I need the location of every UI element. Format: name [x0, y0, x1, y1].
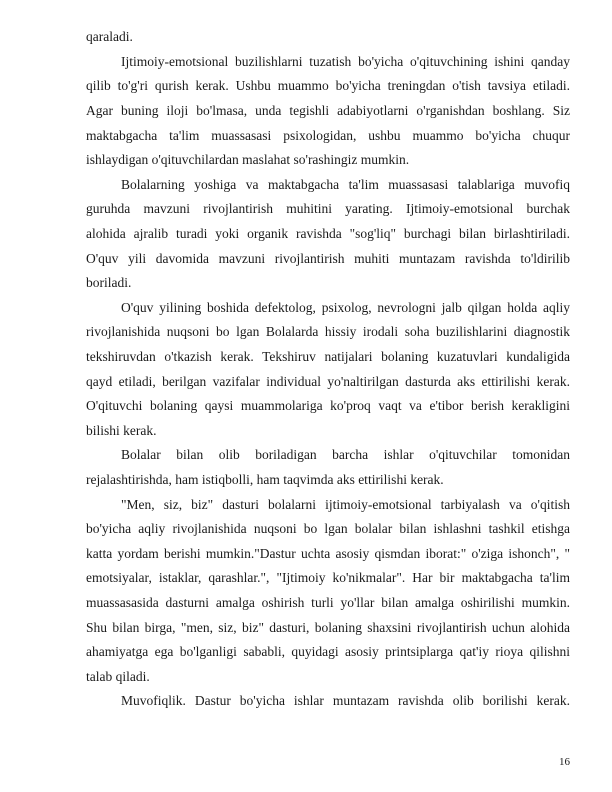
text-line-24: muassasasida dasturni amalga oshirish turli yo'llar bilan amalga oshirilishi mumkin.	[86, 595, 570, 610]
text-line-2: Ijtimoiy-emotsional buzilishlarni tuzatish bo'yicha o'qituvchining ishini qanday	[121, 54, 570, 69]
text-line-11: boriladi.	[86, 275, 132, 290]
text-line-14: tekshiruvdan o'tkazish kerak. Tekshiruv natijalari bolaning kuzatuvlari kundaligida	[86, 349, 570, 364]
text-line-12: O'quv yilining boshida defektolog, psixolog, nevrologni jalb qilgan holda aqliy	[121, 300, 570, 315]
text-line-20: "Men, siz, biz" dasturi bolalarni ijtimoiy-emotsional tarbiyalash va o'qitish	[121, 497, 570, 512]
text-line-8: guruhda mavzuni rivojlantirish muhitini yarating. Ijtimoiy-emotsional burchak	[86, 201, 570, 216]
text-line-17: bilishi kerak.	[86, 423, 157, 438]
page-number: 16	[559, 756, 570, 768]
text-line-19: rejalashtirishda, ham istiqbolli, ham taqvimda aks ettirilishi kerak.	[86, 472, 444, 487]
text-line-5: maktabgacha ta'lim muassasasi psixologidan, ushbu muammo bo'yicha chuqur	[86, 128, 570, 143]
text-line-7: Bolalarning yoshiga va maktabgacha ta'lim muassasasi talablariga muvofiq	[121, 177, 570, 192]
text-line-18: Bolalar bilan olib boriladigan barcha ishlar o'qituvchilar tomonidan	[121, 447, 570, 462]
text-line-9: alohida ajralib turadi yoki organik ravishda "sog'liq" burchagi bilan birlashtiriladi.	[86, 226, 570, 241]
text-line-22: katta yordam berishi mumkin."Dastur uchta asosiy qismdan iborat:" o'ziga ishonch", "	[86, 546, 570, 561]
text-line-16: O'qituvchi bolaning qaysi muammolariga ko'proq vaqt va e'tibor berish kerakligini	[86, 398, 570, 413]
text-line-4: Agar buning iloji bo'lmasa, unda tegishli adabiyotlarni o'rganishdan boshlang. Siz	[86, 103, 570, 118]
text-line-26: ahamiyatga ega bo'lganligi sababli, quyidagi asosiy printsiplarga qat'iy rioya qilishni	[86, 644, 570, 659]
text-line-3: qilib to'g'ri qurish kerak. Ushbu muammo bo'yicha treningdan o'tish tavsiya etiladi.	[86, 78, 570, 93]
text-line-27: talab qiladi.	[86, 669, 150, 684]
text-line-21: bo'yicha aqliy rivojlanishida nuqsoni bo lgan bolalar bilan ishlashni tashkil etishga	[86, 521, 570, 536]
text-line-6: ishlaydigan o'qituvchilardan maslahat so'rashingiz mumkin.	[86, 152, 410, 167]
text-line-13: rivojlanishida nuqsoni bo lgan Bolalarda hissiy irodali soha buzilishlarini diagnostik	[86, 324, 570, 339]
text-line-1: qaraladi.	[86, 29, 133, 44]
text-line-28: Muvofiqlik. Dastur bo'yicha ishlar muntazam ravishda olib borilishi kerak.	[121, 693, 570, 708]
text-line-15: qayd etiladi, berilgan vazifalar individual yo'naltirilgan dasturda aks ettirilishi kerak.	[86, 374, 570, 389]
text-line-23: emotsiyalar, istaklar, qarashlar.", "Ijtimoiy ko'nikmalar". Har bir maktabgacha ta'lim	[86, 570, 570, 585]
text-line-25: Shu bilan birga, "men, siz, biz" dasturi, bolaning shaxsini rivojlantirish uchun alohida	[86, 620, 570, 635]
text-line-10: O'quv yili davomida mavzuni rivojlantirish muhiti muntazam ravishda to'ldirilib	[86, 251, 570, 266]
